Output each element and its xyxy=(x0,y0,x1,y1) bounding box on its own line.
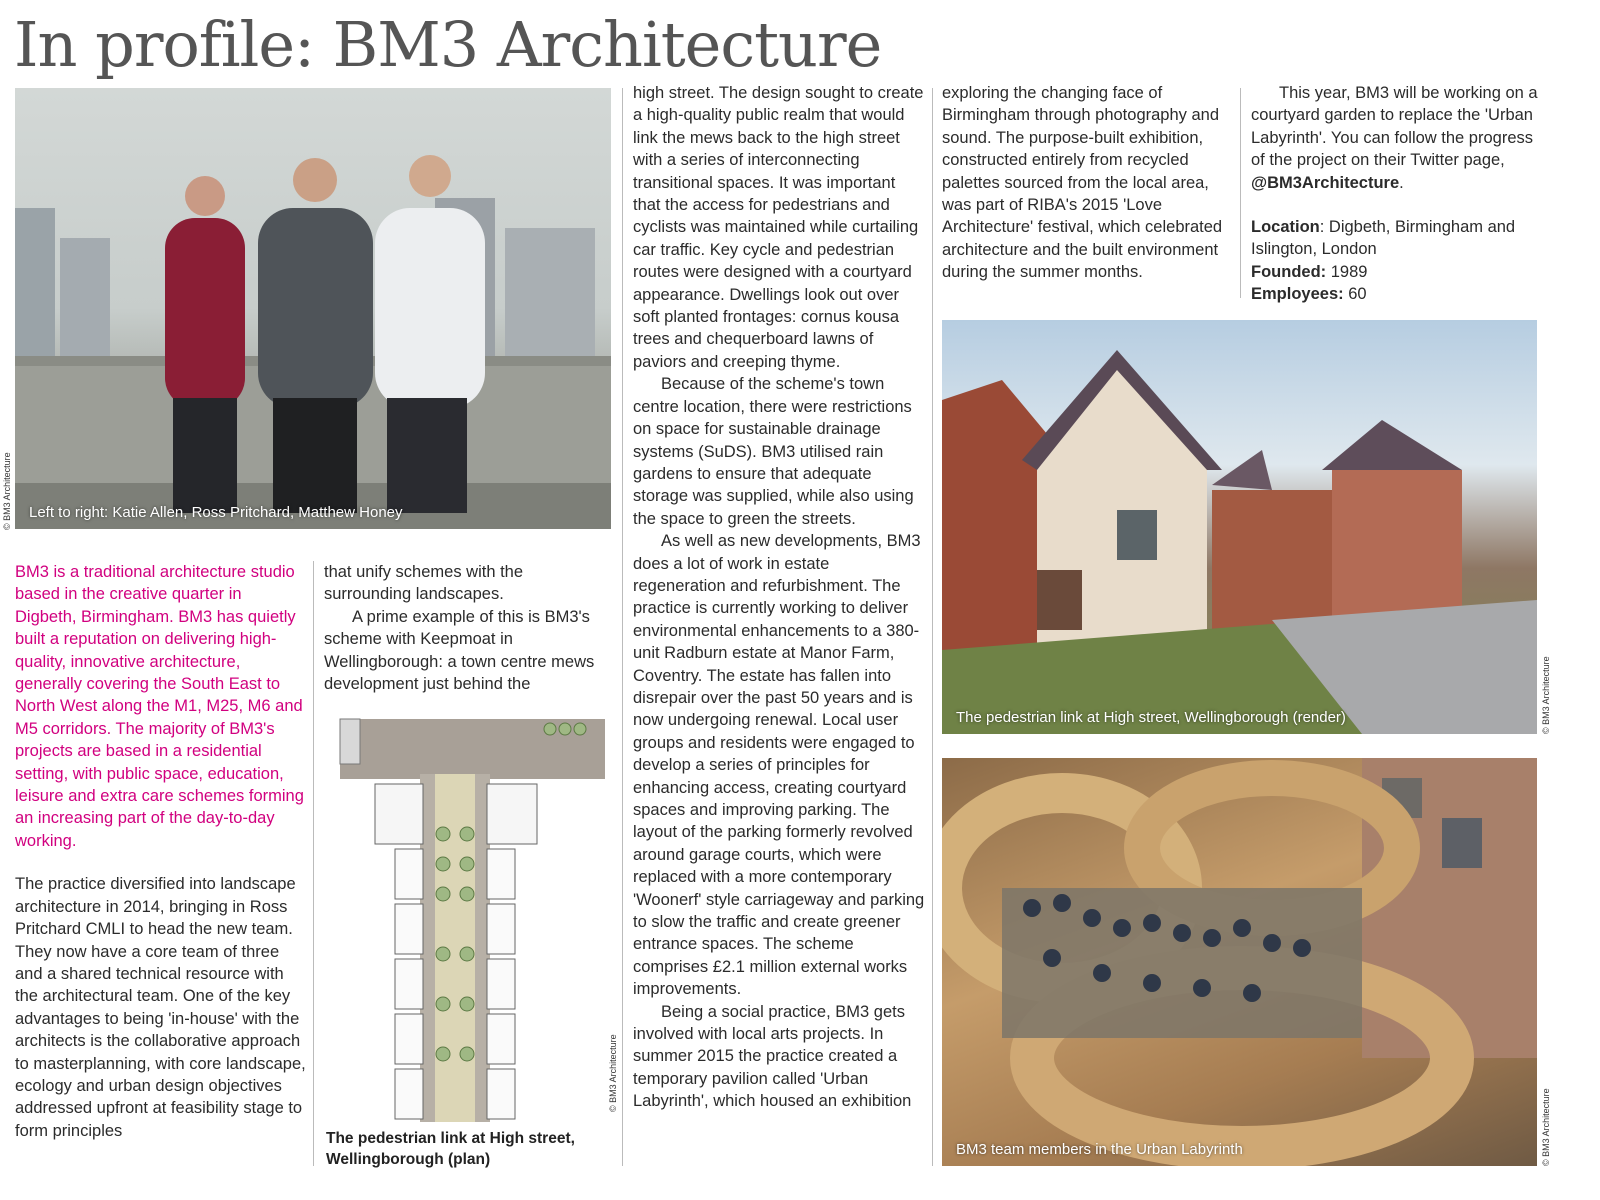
render-photo-image xyxy=(942,320,1537,734)
team-photo-caption: Left to right: Katie Allen, Ross Pritchard, Matthew Honey xyxy=(29,504,403,521)
page-title: In profile: BM3 Architecture xyxy=(14,8,882,81)
twitter-text: This year, BM3 will be working on a courtyard garden to replace the 'Urban Labyrinth'. You can follow the progress of the project on their Twitter page, xyxy=(1251,84,1538,170)
column-5 xyxy=(1251,82,1541,306)
labyrinth-photo xyxy=(942,758,1537,1166)
column-divider xyxy=(622,88,623,1166)
fact-location-label: Location xyxy=(1251,218,1320,237)
column-1 xyxy=(15,561,307,1142)
labyrinth-photo-caption: BM3 team members in the Urban Labyrinth xyxy=(956,1141,1243,1158)
body-paragraph: A prime example of this is BM3's scheme with Keepmoat in Wellingborough: a town centre mews development just behind the xyxy=(324,607,595,694)
column-2 xyxy=(324,561,614,695)
site-plan-image xyxy=(325,714,609,1122)
team-photo xyxy=(15,88,611,529)
body-paragraph: exploring the changing face of Birmingham through photography and sound. The purpose-built exhibition, constructed entirely from recycled palettes sourced from the local area, was part of RIBA's 2015 'Love Architecture' festival, which celebrated architecture and the built environment during the summer months. xyxy=(942,84,1223,282)
fact-founded-value: 1989 xyxy=(1326,262,1368,281)
column-4 xyxy=(942,82,1232,284)
column-3 xyxy=(633,82,925,1113)
team-photo-image xyxy=(15,88,611,529)
column-divider xyxy=(313,561,314,1166)
fact-founded xyxy=(1251,261,1541,283)
body-paragraph: Being a social practice, BM3 gets involved with local arts projects. In summer 2015 the practice created a temporary pavilion called 'Urban Labyrinth', which housed an exhibition xyxy=(633,1002,912,1111)
fact-employees-value: 60 xyxy=(1343,285,1367,304)
body-paragraph: As well as new developments, BM3 does a lot of work in estate regeneration and refurbishment. The practice is currently working to deliver environmental enhancements to a 380-unit Radburn estate at Manor Farm, Coventry. The estate has fallen into disrepair over the past 50 years and is now undergoing renewal. Local user groups and residents were engaged to develop a series of principles for enhancing access, creating courtyard spaces and improving parking. The layout of the parking formerly revolved around garage courts, which were replaced with a more contemporary 'Woonerf' style carriageway and parking to slow the traffic and create greener entrance spaces. The scheme comprises £2.1 million external works improvements. xyxy=(633,532,925,999)
intro-paragraph: BM3 is a traditional architecture studio based in the creative quarter in Digbeth, Birmingham. BM3 has quietly built a reputation on delivering high-quality, innovative architecture, generally covering the South East to North West along the M1, M25, M6 and M5 corridors. The majority of BM3's projects are based in a residential setting, with public space, education, leisure and extra care schemes forming an increasing part of the day-to-day working. xyxy=(15,563,304,850)
body-paragraph xyxy=(1251,82,1541,194)
render-photo xyxy=(942,320,1537,734)
labyrinth-photo-credit: © BM3 Architecture xyxy=(1541,1088,1551,1166)
body-paragraph: The practice diversified into landscape architecture in 2014, bringing in Ross Pritchard CMLI to head the new team. They now have a core team of three and a shared technical resource with the architectural team. One of the key advantages to being 'in-house' with the architects is the collaborative approach to masterplanning, with core landscape, ecology and urban design objectives addressed upfront at feasibility stage to form principles xyxy=(15,875,306,1140)
body-paragraph: that unify schemes with the surrounding landscapes. xyxy=(324,563,524,604)
fact-location-value: : Digbeth, Birmingham and Islington, London xyxy=(1251,218,1516,259)
fact-employees-label: Employees: xyxy=(1251,285,1344,304)
twitter-handle: @BM3Architecture xyxy=(1251,173,1400,192)
site-plan-drawing xyxy=(325,714,609,1122)
labyrinth-photo-image xyxy=(942,758,1537,1166)
column-divider xyxy=(932,88,933,1166)
render-photo-credit: © BM3 Architecture xyxy=(1541,656,1551,734)
site-plan-caption: The pedestrian link at High street, Wellingborough (plan) xyxy=(326,1130,575,1168)
site-plan-credit: © BM3 Architecture xyxy=(608,1034,618,1112)
body-paragraph: Because of the scheme's town centre location, there were restrictions on space for sustainable drainage systems (SuDS). BM3 utilised rain gardens to ensure that adequate storage was supplied, while also using the space to green the streets. xyxy=(633,375,914,528)
column-divider xyxy=(1240,88,1241,298)
fact-founded-label: Founded: xyxy=(1251,262,1327,281)
render-photo-caption: The pedestrian link at High street, Wellingborough (render) xyxy=(956,709,1346,726)
fact-employees xyxy=(1251,283,1541,305)
fact-location xyxy=(1251,216,1541,261)
team-photo-credit: © BM3 Architecture xyxy=(2,452,12,530)
body-paragraph: high street. The design sought to create a high-quality public realm that would link the mews back to the high street with a series of interconnecting transitional spaces. It was important that the access for pedestrians and cyclists was maintained while curtailing car traffic. Key cycle and pedestrian routes were designed with a courtyard appearance. Dwellings look out over soft planted frontages: cornus kousa trees and chequerboard lawns of paviors and creeping thyme. xyxy=(633,84,924,371)
twitter-text-end: . xyxy=(1399,173,1404,192)
